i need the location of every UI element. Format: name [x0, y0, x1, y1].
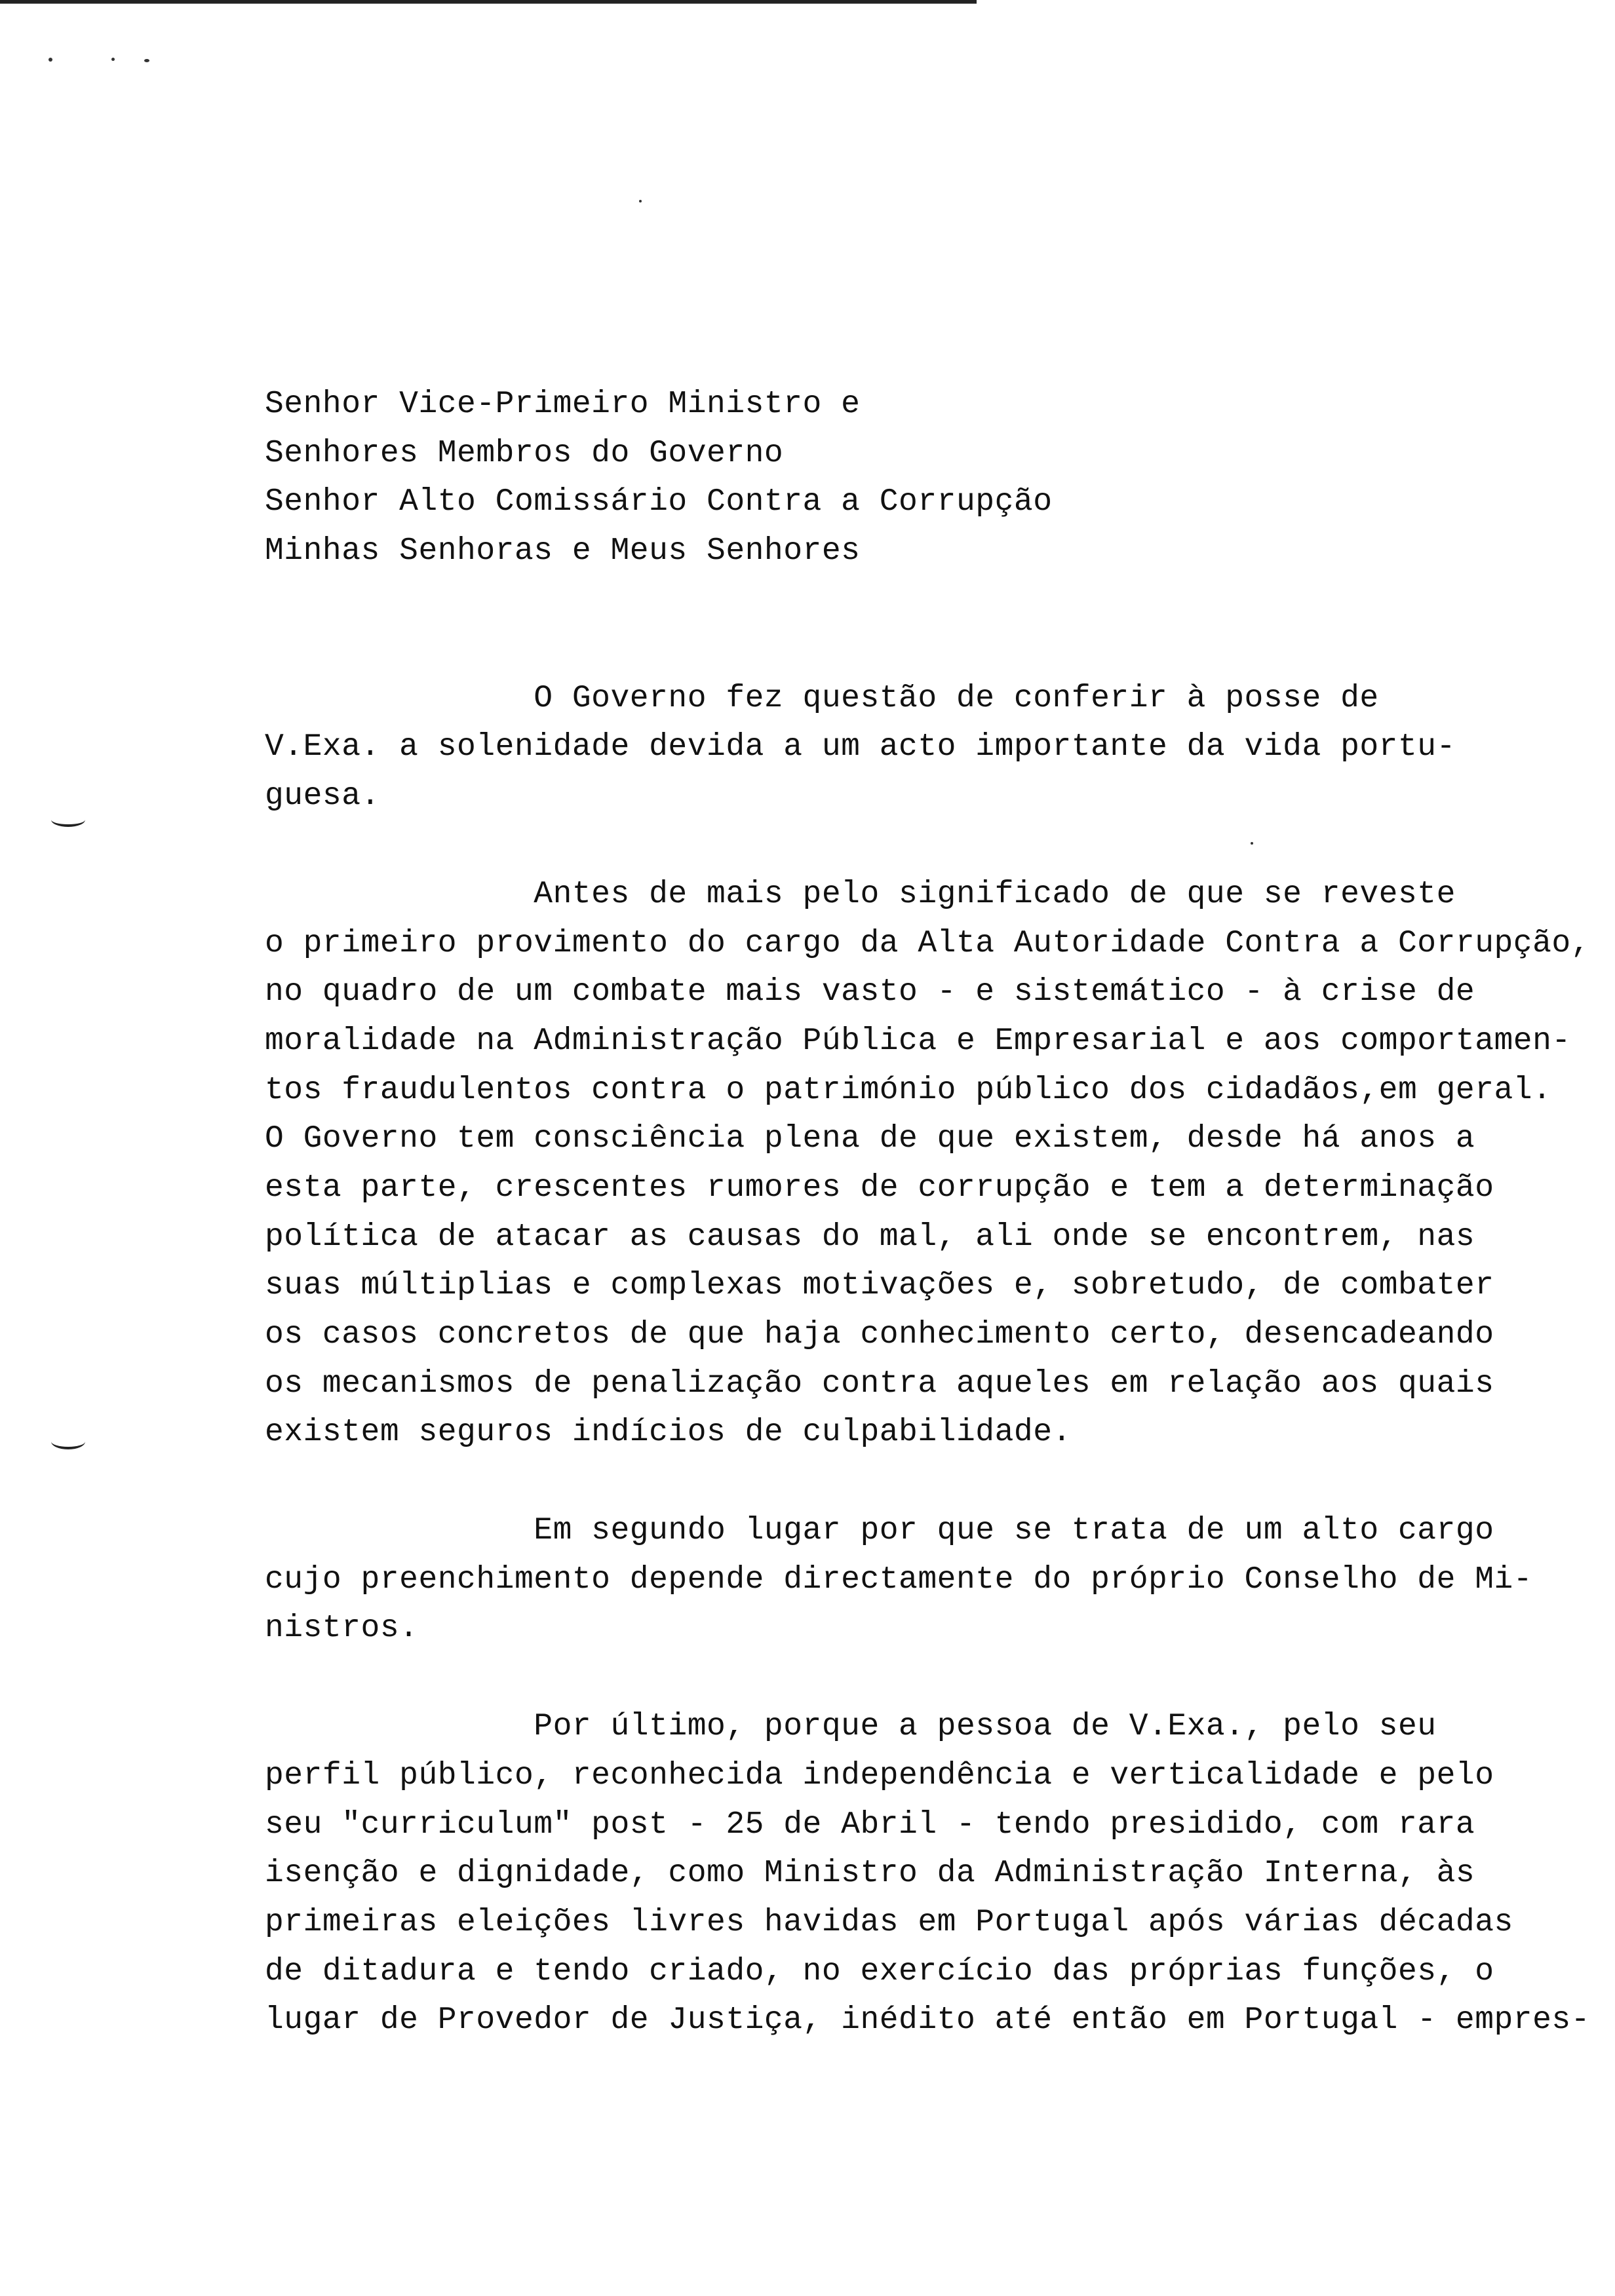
paragraph-line: no quadro de um combate mais vasto - e sistemático - à crise de: [265, 974, 1475, 1010]
paragraph-gap: [265, 821, 1615, 870]
paragraph-line: perfil público, reconhecida independência e verticalidade e pelo: [265, 1757, 1494, 1793]
paragraph-line: cujo preenchimento depende directamente do próprio Conselho de Mi-: [265, 1561, 1533, 1598]
paragraph-1: [265, 674, 1615, 821]
paragraph-2: [265, 870, 1615, 1457]
paragraph-line: esta parte, crescentes rumores de corrupção e tem a determinação: [265, 1170, 1494, 1206]
paragraph-line: suas múltiplias e complexas motivações e, sobretudo, de combater: [265, 1268, 1494, 1304]
paragraph-gap: [265, 576, 1615, 674]
salutation-block: [265, 380, 1615, 576]
salutation-line: Senhores Membros do Governo: [265, 435, 784, 471]
paragraph-line: O Governo fez questão de conferir à posse de: [265, 680, 1379, 716]
paragraph-line: V.Exa. a solenidade devida a um acto importante da vida portu-: [265, 729, 1456, 765]
salutation-line: Senhor Vice-Primeiro Ministro e: [265, 387, 861, 422]
paragraph-gap: [265, 1653, 1615, 1702]
paragraph-line: lugar de Provedor de Justiça, inédito até então em Portugal - empres-: [265, 2002, 1591, 2038]
paragraph-line: O Governo tem consciência plena de que existem, desde há anos a: [265, 1121, 1475, 1157]
paragraph-3: [265, 1506, 1615, 1653]
scan-speck: [639, 200, 642, 202]
salutation-line: Minhas Senhoras e Meus Senhores: [265, 533, 861, 569]
paragraph-line: seu "curriculum" post - 25 de Abril - tendo presidido, com rara: [265, 1807, 1475, 1843]
paragraph-line: primeiras eleições livres havidas em Portugal após várias décadas: [265, 1904, 1513, 1940]
paragraph-line: o primeiro provimento do cargo da Alta Autoridade Contra a Corrupção,: [265, 925, 1591, 961]
paragraph-4: [265, 1702, 1615, 2045]
paragraph-gap: [265, 1457, 1615, 1506]
paragraph-line: os casos concretos de que haja conhecimento certo, desencadeando: [265, 1317, 1494, 1352]
paragraph-line: tos fraudulentos contra o património público dos cidadãos,em geral.: [265, 1072, 1552, 1108]
top-edge-rule-thin: [0, 3, 977, 4]
paragraph-line: Em segundo lugar por que se trata de um alto cargo: [265, 1513, 1494, 1549]
paragraph-line: nistros.: [265, 1611, 419, 1647]
scan-speck: [49, 58, 52, 62]
paragraph-line: guesa.: [265, 778, 380, 814]
paragraph-line: Antes de mais pelo significado de que se reveste: [265, 876, 1456, 912]
paragraph-line: moralidade na Administração Pública e Empresarial e aos comportamen-: [265, 1023, 1571, 1059]
margin-scribble: [51, 1434, 85, 1449]
scan-speck: [111, 58, 115, 61]
paragraph-line: isenção e dignidade, como Ministro da Administração Interna, às: [265, 1856, 1475, 1892]
letter-body: [265, 380, 1615, 2045]
paragraph-line: de ditadura e tendo criado, no exercício das próprias funções, o: [265, 1953, 1494, 1989]
paragraph-line: os mecanismos de penalização contra aqueles em relação aos quais: [265, 1366, 1494, 1402]
scan-speck: [144, 59, 149, 62]
paragraph-line: existem seguros indícios de culpabilidade.: [265, 1415, 1072, 1451]
paragraph-line: Por último, porque a pessoa de V.Exa., pelo seu: [265, 1709, 1437, 1745]
salutation-line: Senhor Alto Comissário Contra a Corrupção: [265, 484, 1053, 520]
margin-scribble: [51, 813, 85, 827]
paragraph-line: política de atacar as causas do mal, ali onde se encontrem, nas: [265, 1219, 1475, 1255]
